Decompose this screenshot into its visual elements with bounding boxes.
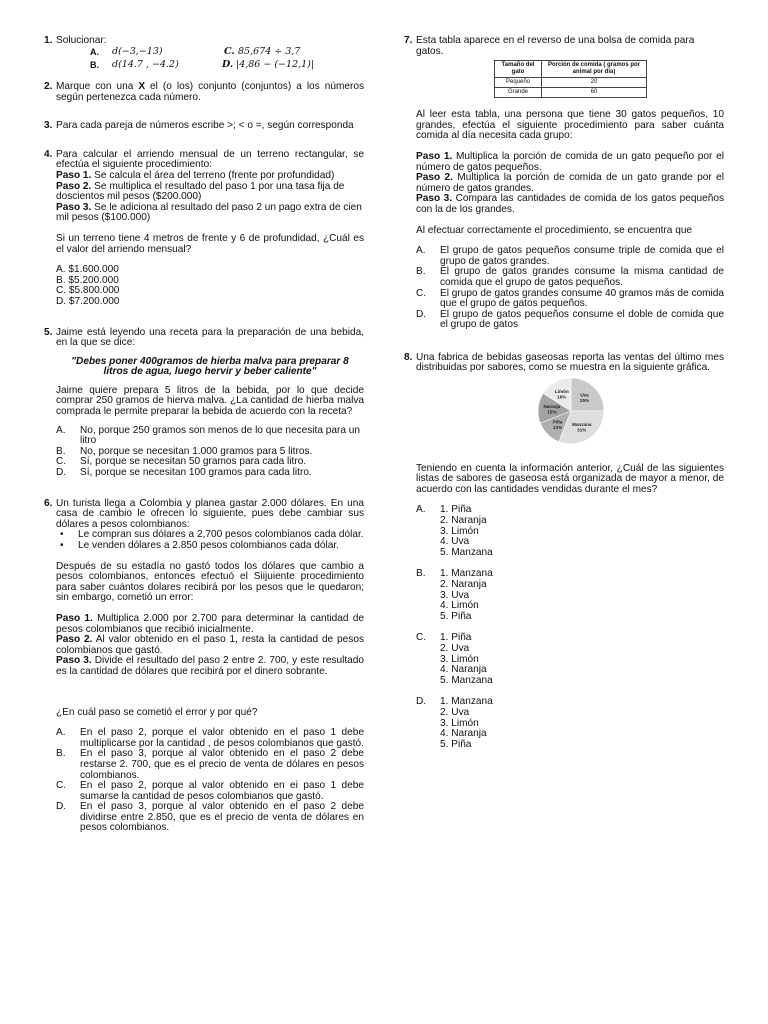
q4-options [56, 265, 364, 307]
option-b [56, 749, 364, 781]
table-cell: 60 [542, 88, 647, 98]
left-column [44, 36, 364, 834]
q8-intro: Una fabrica de bebidas gaseosas reporta las ventas del último mes distribuidas por sabores, como se muestra en la siguiente gráfica. [416, 351, 724, 374]
option-text: Sí, porque se necesitan 100 gramos para cada litro. [80, 467, 312, 479]
list-item: 1. Manzana [440, 696, 493, 708]
list-item: 2. Naranja [440, 515, 487, 527]
list-item: 2. Uva [440, 707, 470, 719]
table-cell: Pequeño [495, 78, 542, 88]
option-a: A. $1.600.000 [56, 264, 119, 276]
option-letter: C. [56, 780, 67, 792]
list-item: 5. Piña [440, 738, 472, 750]
step-label: Paso 2. [56, 180, 92, 192]
question-number: 8. [404, 351, 413, 363]
q1-d-label: D. [222, 58, 234, 70]
pie-label-value: 31% [577, 427, 587, 433]
question-6 [44, 499, 364, 834]
bullet-text: Le compran sus dólares a 2,700 pesos colombianos cada dólar. [78, 529, 364, 541]
pie-label-value: 16% [557, 394, 567, 400]
list-item: 1. Manzana [440, 568, 493, 580]
q7-step-1 [416, 152, 724, 173]
option-d [56, 802, 364, 834]
step-label: Paso 3. [56, 201, 92, 213]
q6-step-3 [56, 656, 364, 677]
list-item: 2. Naranja [440, 579, 487, 591]
option-letter: D. [56, 801, 67, 813]
q2-text-post: el (o los) conjunto (conjuntos) a los números según pertenezca cada número. [56, 81, 364, 103]
q6-step-1 [56, 614, 364, 635]
q4-step-3 [56, 203, 364, 224]
q6-step-2 [56, 635, 364, 656]
step-label: Paso 2. [56, 634, 93, 646]
q1-b-label: B. [90, 59, 99, 70]
q4-question: Si un terreno tiene 4 metros de frente y 6 de profundidad, ¿Cuál es el valor del arriendo mensual? [56, 232, 364, 255]
option-a [416, 246, 724, 267]
food-table [494, 60, 647, 98]
question-4 [44, 150, 364, 308]
option-letter: C. [416, 632, 427, 644]
table-header: Porción de comida ( gramos por animal por día) [542, 61, 647, 78]
q2-mark: X [138, 81, 146, 92]
step-label: Paso 3. [56, 655, 92, 667]
option-text: No, porque 250 gramos son menos de lo que necesita para un litro [80, 424, 361, 447]
option-d: D. $7.200.000 [56, 295, 120, 307]
list-item: 3. Limón [440, 525, 479, 537]
step-text: Divide el resultado del paso 2 entre 2. 700, y este resultado es la cantidad de dólares que recibirá por el dinero sobrante. [56, 655, 364, 677]
q7-para: Al leer esta tabla, una persona que tiene 30 gatos pequeños, 10 grandes, efectúa el siguiente procedimiento para saber cuánta comida al día necesita cada grupo: [416, 109, 724, 142]
step-label: Paso 1. [416, 150, 453, 162]
q5-quote: "Debes poner 400gramos de hierba malva para preparar 8 litros de agua, luego hervir y beber caliente" [71, 355, 349, 378]
pie-label-name: Piña [552, 419, 563, 425]
list-item: 2. Uva [440, 643, 470, 655]
option-c [56, 781, 364, 802]
bullet-icon: • [60, 540, 64, 551]
option-text: En el paso 3, porque al valor obtenido en el paso 2 debe dividirse entre 2.850, que es el precio de venta de dólares en pesos colombianos. [80, 801, 364, 834]
q7-step-3 [416, 194, 724, 215]
pie-label-name: Uva [580, 392, 589, 398]
question-number: 7. [404, 35, 413, 46]
list-item: 1. Piña [440, 504, 472, 516]
q1-c-label: C. [224, 45, 235, 57]
option-text: El grupo de gatos grandes consume 40 gramos más de comida que el grupo de gatos pequeños. [440, 287, 724, 310]
option-text: El grupo de gatos pequeños consume triple de comida que el grupo de gatos grandes. [440, 245, 724, 267]
q1-a-expr: d(−3,−13) [112, 45, 163, 57]
list-item: 4. Naranja [440, 664, 487, 676]
table-row [495, 78, 647, 88]
option-letter: B. [416, 266, 426, 278]
q6-bullet-2 [56, 541, 364, 552]
list-item: 3. Limón [440, 717, 479, 729]
question-number: 1. [44, 35, 53, 46]
option-a [56, 728, 364, 749]
q5-intro: Jaime está leyendo una receta para la preparación de una bebida, en la que se dice: [56, 326, 364, 349]
table-cell: 20 [542, 78, 647, 88]
step-text: Multiplica la porción de comida de un gato pequeño por el número de gatos pequeños. [416, 150, 724, 173]
step-label: Paso 2. [416, 172, 453, 184]
option-d [416, 697, 724, 761]
step-text: Multiplica 2.000 por 2.700 para determinar la cantidad de pesos colombianos que recibió inicialmente. [56, 612, 364, 635]
list-item: 5. Manzana [440, 674, 493, 686]
option-letter: A. [416, 504, 426, 516]
list-item: 4. Limón [440, 600, 479, 612]
q1-a-label: A. [90, 46, 99, 57]
list-item: 5. Manzana [440, 546, 493, 558]
q2-text-pre: Marque con una [56, 81, 139, 92]
option-text: En el paso 2, porque al valor obtenido en ei paso 1 debe sumarse la cantidad de pesos colombianos que gastó. [80, 780, 364, 802]
option-letter: D. [416, 696, 427, 708]
q8-options [416, 505, 724, 761]
list-item: 3. Uva [440, 589, 470, 601]
question-text: Para cada pareja de números escribe >; < o =, según corresponda [56, 120, 354, 132]
step-text: Se multiplica el resultado del paso 1 por una tasa fija de doscientos mil pesos ($200.000) [56, 180, 345, 203]
option-text: No, porque se necesitan 1.000 gramos para 5 litros. [80, 445, 313, 457]
option-letter: D. [56, 467, 67, 479]
q6-para: Después de su estadía no gastó todos los dólares que cambio a pesos colombianos, entonces efectuó el Siijuiente procedimiento para saber cuántos dolares recibirá por los pesos que le quedaron; sin embargo, cometió un error: [56, 560, 364, 604]
option-a [416, 505, 724, 569]
list-item: 4. Uva [440, 536, 470, 548]
pie-chart [526, 376, 724, 450]
question-number: 3. [44, 120, 53, 132]
q4-step-2 [56, 182, 364, 203]
option-d [56, 468, 364, 479]
step-text: Se calcula el área del terreno (frente por profundidad) [91, 169, 335, 181]
q5-options [56, 426, 364, 479]
option-text: El grupo de gatos grandes consume la misma cantidad de comida que el grupo de gatos pequeños. [440, 266, 724, 288]
question-number: 5. [44, 326, 53, 338]
option-letter: A. [56, 727, 66, 739]
question-number: 6. [44, 497, 53, 509]
option-letter: C. [416, 287, 427, 299]
q6-intro: Un turista llega a Colombia y planea gastar 2.000 dólares. En una casa de cambio le ofrecen lo siguiente, pues debe cambiar sus dólares a pesos colombianos: [56, 497, 364, 530]
step-text: Al valor obtenido en el paso 1, resta la cantidad de pesos colombianos que gastó. [56, 634, 364, 656]
q7-options [416, 246, 724, 331]
question-2 [44, 82, 364, 103]
step-text: Se le adiciona al resultado del paso 2 un pago extra de cien mil pesos ($100.000) [56, 201, 362, 224]
option-c: C. $5.800.000 [56, 285, 120, 297]
q1-expressions [56, 47, 364, 73]
option-c [416, 633, 724, 697]
option-d [416, 310, 724, 331]
option-letter: B. [56, 445, 66, 457]
step-label: Paso 3. [416, 193, 453, 205]
option-letter: D. [416, 308, 427, 320]
q6-question: ¿En cuál paso se cometió el error y por qué? [56, 706, 258, 718]
q1-c-expr: 85,674 ÷ 3,7 [238, 45, 301, 57]
option-letter: A. [56, 424, 66, 436]
option-letter: A. [416, 245, 426, 257]
pie-label-value: 15% [547, 409, 557, 415]
q5-question: Jaime quiere prepara 5 litros de la bebida, por lo que decide comprar 250 gramos de hierva malva. ¿La cantidad de hierba malva comprada le permite preparar la bebida de acuerdo con la receta? [56, 384, 364, 418]
step-label: Paso 1. [56, 169, 92, 181]
option-b [416, 267, 724, 288]
list-item: 3. Limón [440, 653, 479, 665]
bullet-icon: • [60, 529, 64, 541]
pie-label-name: Naranja [543, 404, 561, 410]
q1-b-expr: d(14.7 , −4.2) [112, 58, 179, 70]
pie-label-name: Limón [554, 389, 569, 395]
table-header: Tamaño del gato [495, 61, 542, 78]
step-label: Paso 1. [56, 612, 93, 624]
option-letter: B. [416, 568, 426, 580]
q7-step-2 [416, 173, 724, 194]
q1-d-expr: |4,86 − (−12,1)| [236, 58, 315, 70]
q7-question: Al efectuar correctamente el procedimiento, se encuentra que [416, 224, 693, 236]
option-b [416, 569, 724, 633]
q6-options [56, 728, 364, 834]
list-item: 4. Naranja [440, 728, 487, 740]
option-text: Sí, porque se necesitan 50 gramos para cada litro. [80, 456, 307, 468]
table-header-row [495, 61, 647, 78]
bullet-text: Le venden dólares a 2.850 pesos colombianos cada dólar. [78, 540, 339, 551]
question-7 [404, 36, 724, 331]
question-text: Solucionar: [56, 35, 107, 46]
question-1 [44, 36, 364, 76]
q8-question: Teniendo en cuenta la información anterior, ¿Cuál de las siguientes listas de sabores de gaseosa está organizada de mayor a menor, de acuerdo con las cantidades vendidas durante el mes? [416, 462, 724, 495]
option-text: En el paso 3, porque al valor obtenido en el paso 2 debe restarse 2. 700, que es el precio de venta de dólares en pesos colombianos. [80, 748, 364, 781]
step-text: Compara las cantidades de comida de los gatos pequeños con la de los grandes. [416, 193, 724, 215]
option-letter: C. [56, 456, 67, 468]
option-text: El grupo de gatos pequeños consume el doble de comida que el grupo de gatos [440, 308, 724, 331]
question-3 [44, 121, 364, 132]
pie-chart-svg [526, 376, 616, 446]
pie-label-name: Manzana [572, 421, 592, 427]
list-item: 1. Piña [440, 632, 472, 644]
option-text: En el paso 2, porque el valor obtenido en el paso 1 debe multiplicarse por la cantidad , de pesos colombianos que gastó. [80, 727, 364, 749]
pie-label-value: 13% [552, 425, 563, 431]
question-5 [44, 328, 364, 479]
question-8 [404, 353, 724, 762]
list-item: 5. Piña [440, 610, 472, 622]
step-text: Multiplica la porción de comida de un gato grande por el número de gatos grandes. [416, 172, 724, 194]
option-c [416, 289, 724, 310]
question-number: 4. [44, 148, 53, 160]
option-letter: B. [56, 748, 66, 760]
pie-label-value: 25% [579, 398, 590, 404]
q7-intro: Esta tabla aparece en el reverso de una bolsa de comida para gatos. [416, 35, 695, 57]
table-cell: Grande [495, 88, 542, 98]
right-column [404, 36, 724, 761]
table-row [495, 88, 647, 98]
option-a [56, 426, 364, 447]
q4-intro: Para calcular el arriendo mensual de un terreno rectangular, se efectúa el siguiente procedimiento: [56, 148, 364, 171]
question-number: 2. [44, 81, 53, 92]
option-b: B. $5.200.000 [56, 274, 119, 286]
